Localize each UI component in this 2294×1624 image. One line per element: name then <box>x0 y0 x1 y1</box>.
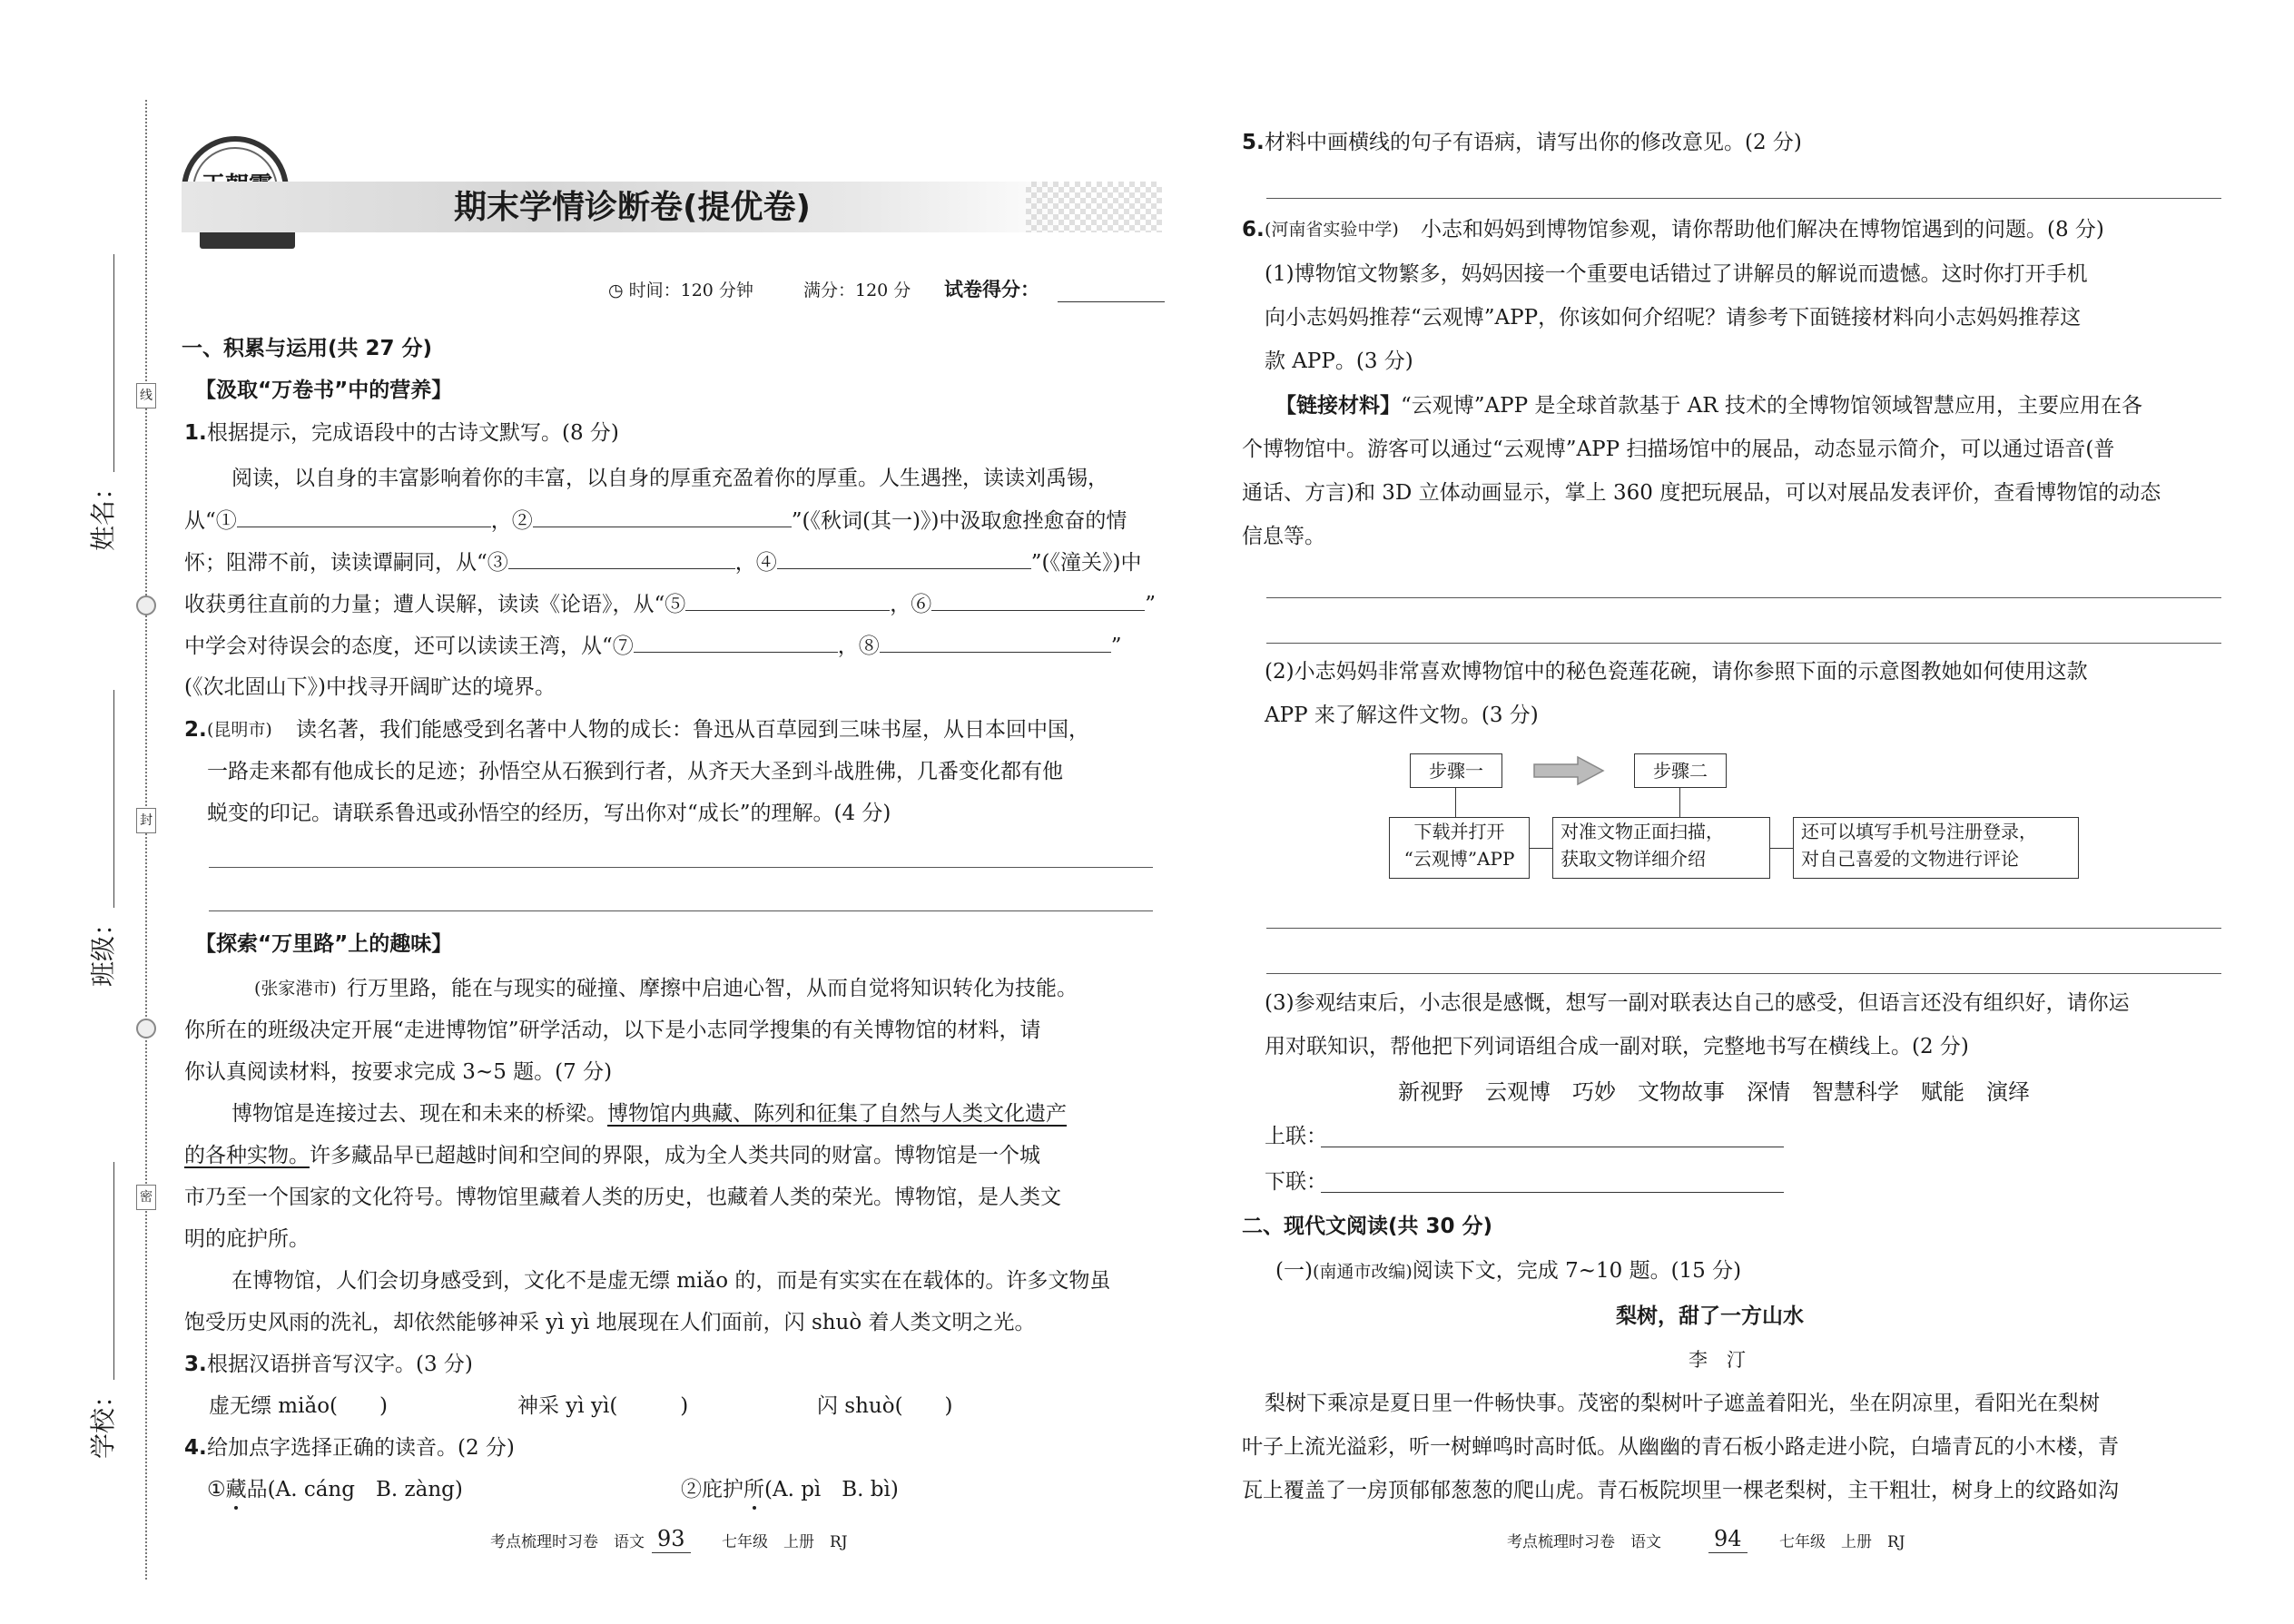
article-title: 梨树，甜了一方山水 <box>1616 1304 1804 1328</box>
footer-left-page: 93 <box>652 1525 691 1553</box>
footer-left-a: 考点梳理时习卷 语文 <box>490 1533 645 1551</box>
footer-right-b: 七年级 上册 RJ <box>1779 1533 1905 1551</box>
q2-line-2: 一路走来都有他成长的足迹；孙悟空从石猴到行者，从齐天大圣到斗战胜佛，几番变化都有他 <box>207 760 1063 783</box>
flow-connector <box>1770 848 1793 849</box>
material-para-1-line-2: 的各种实物。许多藏品早已超越时间和空间的界限，成为全人类共同的财富。博物馆是一个城 <box>184 1144 1040 1167</box>
underlined-sentence-end: 的各种实物。 <box>184 1144 310 1167</box>
answer-blank-3[interactable] <box>508 548 735 569</box>
q6-number: 6. <box>1242 218 1265 241</box>
q1-stem: 根据提示，完成语段中的古诗文默写。(8 分) <box>207 421 619 445</box>
link-material-line-4: 信息等。 <box>1242 525 1325 548</box>
q2-source: (昆明市) <box>207 720 272 740</box>
link-material-line-3: 通话、方言)和 3D 立体动画显示，掌上 360 度把玩展品，可以对展品发表评价，查看博物馆的动态 <box>1242 481 2161 505</box>
material-para-1-line-4: 明的庇护所。 <box>184 1227 310 1251</box>
answer-blank-6[interactable] <box>931 590 1145 611</box>
q3-stem: 根据汉语拼音写汉字。(3 分) <box>207 1353 473 1376</box>
q2-line-3: 蜕变的印记。请联系鲁迅或孙悟空的经历，写出你对“成长”的理解。(4 分) <box>207 802 891 825</box>
q6-part2-line-2: APP 来了解这件文物。(3 分) <box>1265 704 1539 727</box>
exam-time: ◷ 时间：120 分钟 <box>608 281 753 300</box>
q4-stem: 给加点字选择正确的读音。(2 分) <box>207 1436 515 1460</box>
dotted-char: 所 <box>743 1478 764 1501</box>
q3-option-a[interactable]: 虚无缥 miǎo( ) <box>209 1394 388 1418</box>
q6-part1-line-3: 款 APP。(3 分) <box>1265 349 1413 373</box>
q6-1-answer-line-2[interactable] <box>1266 643 2221 644</box>
exam-score-label: 试卷得分： <box>944 279 1039 300</box>
q2-number: 2. <box>184 718 207 742</box>
answer-blank-5[interactable] <box>685 590 890 611</box>
material-para-2-line-1: 在博物馆，人们会切身感受到，文化不是虚无缥 miǎo 的，而是有实实在在载体的。许多文物虽 <box>231 1269 1111 1293</box>
subsection-tag-roads: 【探索“万里路”上的趣味】 <box>195 932 453 956</box>
binding-circle-icon <box>136 1019 156 1038</box>
q3-number: 3. <box>184 1353 207 1376</box>
q4-option-b[interactable]: ②庇护所(A. pì B. bì) <box>681 1478 899 1501</box>
q6-part1-line-1: (1)博物馆文物繁多，妈妈因接一个重要电话错过了讲解员的解说而遗憾。这时你打开手机 <box>1265 262 2088 286</box>
flow-box-2: 对准文物正面扫描， 获取文物详细介绍 <box>1552 817 1770 879</box>
article-line-1: 梨树下乘凉是夏日里一件畅快事。茂密的梨树叶子遮盖着阳光，坐在阴凉里，看阳光在梨树 <box>1265 1392 2100 1415</box>
q1-line-6: (《次北固山下》)中找寻开阔旷达的境界。 <box>184 675 556 699</box>
q4-number: 4. <box>184 1436 207 1460</box>
q6-stem: 小志和妈妈到博物馆参观，请你帮助他们解决在博物馆遇到的问题。(8 分) <box>1421 218 2104 241</box>
q1-line-4: 收获勇往直前的力量；遭人误解，读读《论语》，从“⑤ ，⑥ ” <box>184 590 1156 618</box>
article-line-2: 叶子上流光溢彩，听一树蝉鸣时高时低。从幽幽的青石板小路走进小院，白墙青瓦的小木楼，青 <box>1242 1435 2119 1459</box>
q2-answer-line-1[interactable] <box>209 867 1153 868</box>
footer-right-page: 94 <box>1708 1525 1748 1553</box>
link-material-line-1: 【链接材料】“云观博”APP 是全球首款基于 AR 技术的全博物馆领域智慧应用，主要应用在各 <box>1275 394 2142 418</box>
dotted-char: 藏 <box>225 1478 247 1501</box>
underlined-sentence: 博物馆内典藏、陈列和征集了自然与人类文化遗产 <box>607 1102 1067 1126</box>
class-label: 班级： <box>88 910 119 988</box>
link-material-tag: 【链接材料】 <box>1275 394 1401 418</box>
q1-line-3: 怀；阻滞不前，读读谭嗣同，从“③ ，④ ”(《潼关》)中 <box>184 548 1141 576</box>
q6-part3-line-1: (3)参观结束后，小志很是感慨，想写一副对联表达自己的感受，但语言还没有组织好，请你运 <box>1265 991 2130 1015</box>
q6-source: (河南省实验中学) <box>1265 220 1399 240</box>
q6-2-answer-line-2[interactable] <box>1266 973 2221 974</box>
link-material-line-2: 个博物馆中。游客可以通过“云观博”APP 扫描场馆中的展品，动态显示简介，可以通过语音(普 <box>1242 438 2115 461</box>
flow-connector <box>1455 788 1456 817</box>
binding-mark-seal: 封 <box>136 808 156 833</box>
material-para-1-line-3: 市乃至一个国家的文化符号。博物馆里藏着人类的历史，也藏着人类的荣光。博物馆，是人类文 <box>184 1186 1061 1209</box>
reading-1-intro: (一)(南通市改编)阅读下文，完成 7~10 题。(15 分) <box>1275 1259 1742 1283</box>
q2-answer-line-2[interactable] <box>209 910 1153 911</box>
q2-line-1: 读名著，我们能感受到名著中人物的成长：鲁迅从百草园到三味书屋，从日本回中国， <box>296 718 1089 742</box>
binding-dotted-line <box>145 100 147 1580</box>
binding-mark-secret: 密 <box>136 1185 156 1210</box>
header-checker-pattern <box>1026 182 1162 232</box>
name-label: 姓名： <box>88 474 119 552</box>
article-author: 李 汀 <box>1689 1349 1746 1371</box>
section-2-heading: 二、现代文阅读(共 30 分) <box>1242 1215 1493 1238</box>
answer-blank-4[interactable] <box>777 548 1031 569</box>
flow-arrow-icon <box>1532 755 1605 786</box>
flow-step-2: 步骤二 <box>1634 753 1727 788</box>
q5-number: 5. <box>1242 131 1265 154</box>
school-label: 学校： <box>88 1382 119 1460</box>
q5-stem: 材料中画横线的句子有语病，请写出你的修改意见。(2 分) <box>1265 131 1802 154</box>
q1-line-5: 中学会对待误会的态度，还可以读读王湾，从“⑦ ，⑧ ” <box>184 632 1122 660</box>
subsection-tag-books: 【汲取“万卷书”中的营养】 <box>195 379 453 402</box>
q6-part1-line-2: 向小志妈妈推荐“云观博”APP，你该如何介绍呢？请参考下面链接材料向小志妈妈推荐这 <box>1265 306 2082 330</box>
q5-answer-line[interactable] <box>1266 198 2221 199</box>
material-intro-2: 你所在的班级决定开展“走进博物馆”研学活动，以下是小志同学搜集的有关博物馆的材料，请 <box>184 1019 1041 1042</box>
binding-mark-line: 线 <box>136 383 156 408</box>
footer-right-a: 考点梳理时习卷 语文 <box>1507 1533 1661 1551</box>
answer-blank-2[interactable] <box>533 507 792 527</box>
couplet-lower-label: 下联： <box>1265 1170 1327 1194</box>
binding-underline-class <box>113 690 114 908</box>
flow-connector <box>1679 788 1680 817</box>
footer-left-b: 七年级 上册 RJ <box>722 1533 848 1551</box>
flow-step-1: 步骤一 <box>1410 753 1502 788</box>
q3-option-b[interactable]: 神采 yì yì( ) <box>517 1394 689 1418</box>
q1-line-1: 阅读，以自身的丰富影响着你的丰富，以自身的厚重充盈着你的厚重。人生遇挫，读读刘禹锡， <box>231 467 1108 490</box>
couplet-lower-blank[interactable] <box>1321 1192 1784 1193</box>
article-line-3: 瓦上覆盖了一房顶郁郁葱葱的爬山虎。青石板院坝里一棵老梨树，主干粗壮，树身上的纹路如沟 <box>1242 1479 2119 1502</box>
flow-box-1: 下载并打开 “云观博”APP <box>1389 817 1530 879</box>
q6-part3-line-2: 用对联知识，帮他把下列词语组合成一副对联，完整地书写在横线上。(2 分) <box>1265 1035 1969 1058</box>
couplet-upper-label: 上联： <box>1265 1125 1327 1148</box>
couplet-words: 新视野 云观博 巧妙 文物故事 深情 智慧科学 赋能 演绎 <box>1398 1079 2030 1105</box>
flow-connector <box>1530 848 1552 849</box>
page-title: 期末学情诊断卷(提优卷) <box>454 189 811 226</box>
material-para-1-line-1: 博物馆是连接过去、现在和未来的桥梁。博物馆内典藏、陈列和征集了自然与人类文化遗产 <box>231 1102 1067 1126</box>
q1-line-2: 从“① ，② ”(《秋词(其一)》)中汲取愈挫愈奋的情 <box>184 507 1127 535</box>
q4-option-a[interactable]: ①藏品(A. cáng B. zàng) <box>207 1478 463 1501</box>
flow-box-3: 还可以填写手机号注册登录， 对自己喜爱的文物进行评论 <box>1793 817 2079 879</box>
section-1-heading: 一、积累与运用(共 27 分) <box>182 337 433 360</box>
binding-underline-name <box>113 254 114 472</box>
q6-1-answer-line-1[interactable] <box>1266 597 2221 598</box>
exam-full-score: 满分：120 分 <box>803 281 911 300</box>
answer-blank-7[interactable] <box>634 632 838 653</box>
q6-part2-line-1: (2)小志妈妈非常喜欢博物馆中的秘色瓷莲花碗，请你参照下面的示意图教她如何使用这款 <box>1265 660 2088 684</box>
q6-2-answer-line-1[interactable] <box>1266 928 2221 929</box>
material-intro-3: 你认真阅读材料，按要求完成 3~5 题。(7 分) <box>184 1060 613 1084</box>
q3-option-c[interactable]: 闪 shuò( ) <box>817 1394 953 1418</box>
material-source: (张家港市) <box>254 979 337 999</box>
exam-score-blank[interactable] <box>1058 301 1165 302</box>
binding-circle-icon <box>136 595 156 615</box>
binding-underline-school <box>113 1162 114 1380</box>
answer-blank-8[interactable] <box>880 632 1111 653</box>
q1-number: 1. <box>184 421 207 445</box>
answer-blank-1[interactable] <box>237 507 491 527</box>
material-para-2-line-2: 饱受历史风雨的洗礼，却依然能够神采 yì yì 地展现在人们面前，闪 shuò 着人类文明之光。 <box>184 1311 1036 1334</box>
material-intro-1: 行万里路，能在与现实的碰撞、摩擦中启迪心智，从而自觉将知识转化为技能。 <box>347 977 1078 1000</box>
